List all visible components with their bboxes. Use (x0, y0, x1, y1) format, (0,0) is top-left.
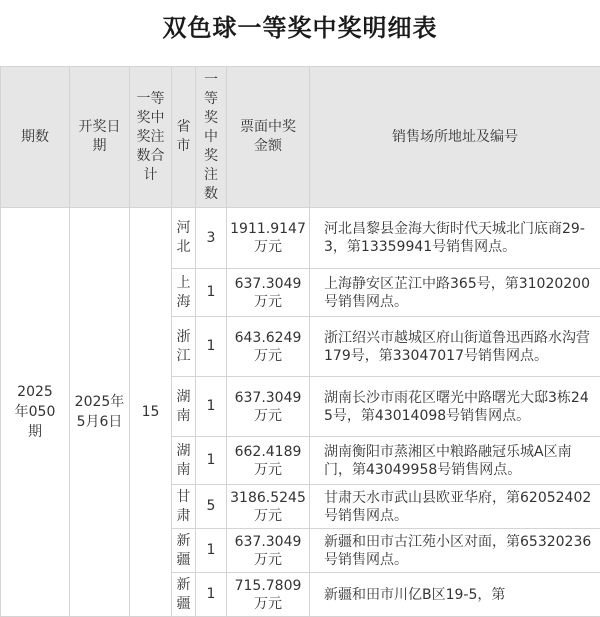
draw-date-cell: 2025年5月6日 (70, 208, 130, 617)
total-count-cell: 15 (130, 208, 172, 617)
amount-cell: 662.4189万元 (227, 437, 310, 485)
address-cell: 河北昌黎县金海大街时代天城北门底商29-3，第13359941号销售网点。 (310, 208, 600, 269)
province-cell: 上海 (172, 269, 196, 317)
header-province: 省市 (172, 67, 196, 208)
count-cell: 1 (196, 573, 227, 617)
province-cell: 河北 (172, 208, 196, 269)
province-cell: 新疆 (172, 529, 196, 573)
header-amount: 票面中奖金额 (227, 67, 310, 208)
address-cell: 湖南长沙市雨花区曙光中路曙光大邸3栋245号，第43014098号销售网点。 (310, 377, 600, 437)
address-cell: 甘肃天水市武山县欧亚华府，第62052402号销售网点。 (310, 485, 600, 529)
count-cell: 1 (196, 317, 227, 377)
page-title: 双色球一等奖中奖明细表 (0, 0, 600, 66)
header-address: 销售场所地址及编号 (310, 67, 600, 208)
count-cell: 1 (196, 269, 227, 317)
province-cell: 湖南 (172, 377, 196, 437)
count-cell: 5 (196, 485, 227, 529)
count-cell: 3 (196, 208, 227, 269)
header-count: 一等奖中奖注数 (196, 67, 227, 208)
header-period: 期数 (1, 67, 70, 208)
table-header-row (1, 67, 600, 208)
amount-cell: 637.3049万元 (227, 269, 310, 317)
amount-cell: 1911.9147万元 (227, 208, 310, 269)
address-cell: 新疆和田市古江苑小区对面，第65320236号销售网点。 (310, 529, 600, 573)
amount-cell: 715.7809万元 (227, 573, 310, 617)
winners-table (0, 66, 600, 617)
province-cell: 甘肃 (172, 485, 196, 529)
period-cell: 2025年050期 (1, 208, 70, 617)
count-cell: 1 (196, 377, 227, 437)
table-row (1, 208, 600, 269)
count-cell: 1 (196, 529, 227, 573)
amount-cell: 637.3049万元 (227, 377, 310, 437)
amount-cell: 3186.5245万元 (227, 485, 310, 529)
header-total-count: 一等奖中奖注数合计 (130, 67, 172, 208)
address-cell: 湖南衡阳市蒸湘区中粮路融冠乐城A区南门，第43049958号销售网点。 (310, 437, 600, 485)
province-cell: 浙江 (172, 317, 196, 377)
address-cell: 上海静安区芷江中路365号，第31020200号销售网点。 (310, 269, 600, 317)
address-cell: 新疆和田市川亿B区19-5，第 (310, 573, 600, 617)
province-cell: 新疆 (172, 573, 196, 617)
amount-cell: 643.6249万元 (227, 317, 310, 377)
amount-cell: 637.3049万元 (227, 529, 310, 573)
header-draw-date: 开奖日期 (70, 67, 130, 208)
count-cell: 1 (196, 437, 227, 485)
province-cell: 湖南 (172, 437, 196, 485)
address-cell: 浙江绍兴市越城区府山街道鲁迅西路水沟营179号，第33047017号销售网点。 (310, 317, 600, 377)
